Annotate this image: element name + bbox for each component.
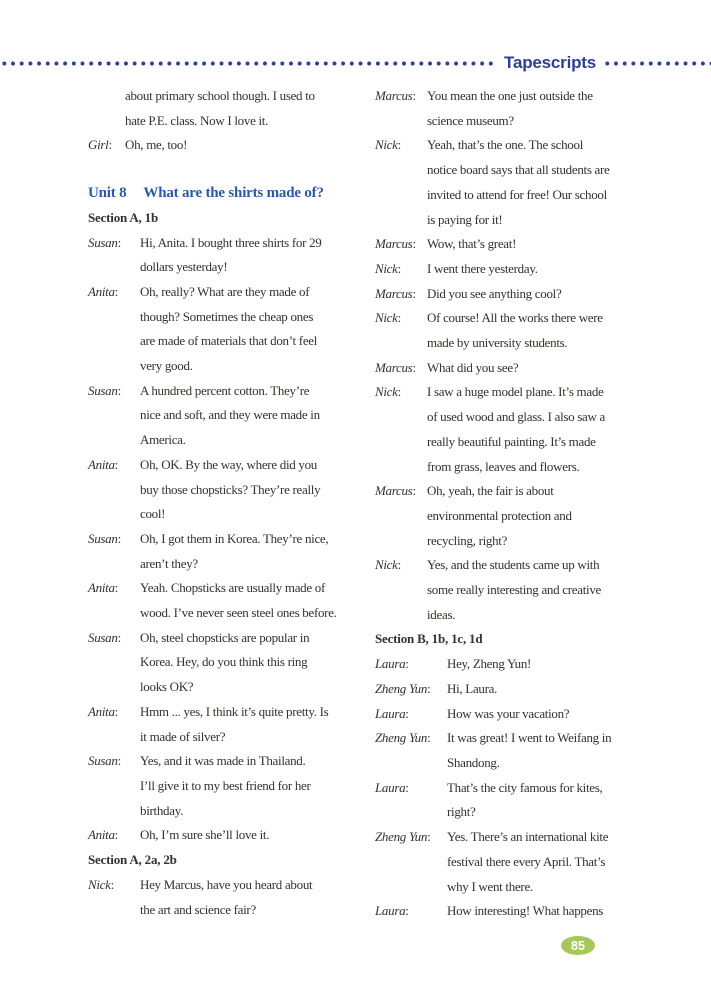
speaker-label: Anita: (88, 456, 118, 472)
speaker-label: Laura: (375, 656, 409, 672)
speaker-name: Marcus (375, 88, 413, 103)
speaker-name: Susan (88, 753, 118, 769)
speaker-name: Anita (88, 827, 115, 843)
dialogue-row (88, 133, 355, 158)
dialogue-text (447, 825, 642, 899)
dialogue-line: from grass, leaves and flowers. (427, 458, 580, 474)
dialogue-text (427, 282, 642, 307)
speaker-label: Nick: (375, 557, 401, 573)
dialogue-line: Hmm ... yes, I think it’s quite pretty. Is (140, 703, 329, 719)
dialogue-text (427, 257, 642, 282)
dialogue-line: recycling, right? (427, 532, 508, 548)
dialogue-text (140, 379, 355, 453)
dialogue-line: though? Sometimes the cheap ones (140, 308, 314, 324)
dialogue-line: Oh, I’m sure she’ll love it. (140, 827, 270, 843)
dialogue-line: wood. I’ve never seen steel ones before. (140, 605, 337, 621)
page-header (0, 52, 711, 74)
dialogue-line: is paying for it! (427, 211, 503, 227)
speaker-label: Zheng Yun: (375, 829, 431, 845)
dialogue-text (447, 677, 642, 702)
section-heading: Section B, 1b, 1c, 1d (375, 631, 483, 647)
dialogue-row (88, 823, 355, 848)
dotted-rule-left (0, 60, 497, 67)
dialogue-text (140, 823, 355, 848)
dialogue-row (375, 356, 642, 381)
section-heading: Section A, 2a, 2b (88, 852, 177, 868)
dialogue-row (375, 133, 642, 232)
dialogue-text (447, 726, 642, 775)
speaker-label: Anita: (88, 283, 118, 299)
speaker-name: Marcus (375, 483, 413, 499)
unit-title: What are the shirts made of? (143, 185, 324, 202)
speaker-label: Marcus: (375, 359, 416, 375)
dialogue-text (125, 84, 355, 133)
dialogue-line: It was great! I went to Weifang in (447, 730, 612, 746)
dialogue-line: really beautiful painting. It’s made (427, 433, 596, 449)
dialogue-row (375, 380, 642, 479)
speaker-label: Susan: (88, 629, 121, 645)
dialogue-row (88, 749, 355, 823)
dialogue-row (375, 232, 642, 257)
speaker-label: Marcus: (375, 285, 416, 301)
dialogue-line: I saw a huge model plane. It’s made (427, 384, 604, 400)
speaker-name: Marcus (375, 359, 413, 375)
dialogue-text (427, 232, 642, 257)
dialogue-row (88, 626, 355, 700)
dialogue-line: Yeah. Chopsticks are usually made of (140, 580, 326, 596)
dialogue-row (88, 576, 355, 625)
dialogue-line: Hey, Zheng Yun! (447, 656, 532, 672)
dialogue-text (427, 479, 642, 553)
dialogue-line: You mean the one just outside the (427, 88, 593, 103)
dialogue-line: A hundred percent cotton. They’re (140, 382, 310, 398)
dialogue-text (140, 626, 355, 700)
speaker-label: Susan: (88, 382, 121, 398)
dialogue-line: I went there yesterday. (427, 260, 538, 276)
speaker-name: Zheng Yun (375, 730, 428, 746)
dialogue-line: dollars yesterday! (140, 259, 228, 275)
speaker-label: Laura: (375, 903, 409, 919)
dialogue-row (88, 231, 355, 280)
dialogue-line: What did you see? (427, 359, 519, 375)
speaker-name: Laura (375, 779, 406, 795)
dialogue-row (375, 776, 642, 825)
dialogue-line: Hi, Anita. I bought three shirts for 29 (140, 234, 322, 250)
dialogue-line: science museum? (427, 112, 514, 128)
speaker-name: Nick (88, 876, 111, 892)
speaker-label: Anita: (88, 703, 118, 719)
dialogue-row (375, 306, 642, 355)
dialogue-line: Hi, Laura. (447, 680, 498, 696)
dialogue-line: made by university students. (427, 335, 568, 351)
dialogue-text (125, 133, 355, 158)
speaker-label: Zheng Yun: (375, 730, 431, 746)
dialogue-text (140, 749, 355, 823)
two-column-body (88, 84, 711, 924)
dialogue-line: Oh, me, too! (125, 137, 188, 153)
dialogue-row (375, 677, 642, 702)
dialogue-line: Oh, steel chopsticks are popular in (140, 629, 310, 645)
dialogue-line: about primary school though. I used to (125, 88, 315, 103)
speaker-name: Marcus (375, 236, 413, 252)
dialogue-line: the art and science fair? (140, 901, 256, 917)
dialogue-line: Hey Marcus, have you heard about (140, 876, 313, 892)
speaker-label: Nick: (88, 876, 114, 892)
speaker-label: Susan: (88, 753, 121, 769)
dialogue-line: That’s the city famous for kites, (447, 779, 603, 795)
dialogue-text (427, 553, 642, 627)
speaker-label: Nick: (375, 310, 401, 326)
dialogue-text (140, 280, 355, 379)
column-left (88, 84, 355, 924)
dialogue-text (140, 231, 355, 280)
page-number-badge: 85 (561, 936, 595, 955)
speaker-label: Susan: (88, 530, 121, 546)
dialogue-text (140, 873, 355, 922)
speaker-label: Laura: (375, 705, 409, 721)
dialogue-line: cool! (140, 506, 166, 522)
dialogue-row (88, 873, 355, 922)
page-title: Tapescripts (504, 53, 596, 72)
dialogue-text (447, 899, 642, 924)
dialogue-line: environmental protection and (427, 507, 572, 523)
dialogue-line: right? (447, 804, 476, 820)
speaker-name: Anita (88, 580, 115, 596)
dialogue-row (375, 825, 642, 899)
speaker-label: Nick: (375, 137, 401, 153)
dialogue-text (427, 306, 642, 355)
speaker-name: Zheng Yun (375, 829, 428, 845)
dotted-rule-right (603, 60, 711, 67)
speaker-name: Laura (375, 656, 406, 672)
speaker-name: Anita (88, 703, 115, 719)
dialogue-line: Oh, OK. By the way, where did you (140, 456, 318, 472)
dialogue-row (375, 899, 642, 924)
speaker-label: Laura: (375, 779, 409, 795)
dialogue-row (375, 84, 642, 133)
dialogue-line: Oh, I got them in Korea. They’re nice, (140, 530, 329, 546)
dialogue-line: ideas. (427, 606, 456, 622)
dialogue-line: birthday. (140, 802, 184, 818)
dialogue-row (88, 280, 355, 379)
dialogue-text (447, 652, 642, 677)
dialogue-line: very good. (140, 358, 193, 374)
dialogue-line: Yes. There’s an international kite (447, 829, 609, 845)
speaker-name: Nick (375, 557, 398, 573)
dialogue-row (88, 379, 355, 453)
dialogue-row (88, 700, 355, 749)
dialogue-line: hate P.E. class. Now I love it. (125, 112, 269, 128)
speaker-label: Marcus: (375, 236, 416, 252)
speaker-name: Laura (375, 903, 406, 919)
dialogue-line: Yes, and the students came up with (427, 557, 600, 573)
dialogue-line: Yes, and it was made in Thailand. (140, 753, 306, 769)
dialogue-line: some really interesting and creative (427, 582, 602, 598)
dialogue-line: are made of materials that don’t feel (140, 333, 318, 349)
speaker-name: Anita (88, 456, 115, 472)
dialogue-line: America. (140, 432, 186, 448)
dialogue-line: How was your vacation? (447, 705, 570, 721)
dialogue-line: Shandong. (447, 754, 500, 770)
section-heading: Section A, 1b (88, 209, 158, 225)
dialogue-line: notice board says that all students are (427, 162, 610, 178)
dialogue-text (447, 776, 642, 825)
speaker-name: Laura (375, 705, 406, 721)
speaker-label: Marcus: (375, 88, 416, 103)
dialogue-text (140, 576, 355, 625)
speaker-name: Marcus (375, 285, 413, 301)
dialogue-line: invited to attend for free! Our school (427, 186, 607, 202)
dialogue-text (427, 84, 642, 133)
speaker-label: Nick: (375, 260, 401, 276)
dialogue-row (375, 553, 642, 627)
dialogue-line: festival there every April. That’s (447, 853, 606, 869)
dialogue-line: nice and soft, and they were made in (140, 407, 320, 423)
dialogue-text (427, 380, 642, 479)
speaker-name: Nick (375, 310, 398, 326)
dialogue-line: of used wood and glass. I also saw a (427, 409, 606, 425)
speaker-label: Anita: (88, 580, 118, 596)
dialogue-line: buy those chopsticks? They’re really (140, 481, 321, 497)
dialogue-line: looks OK? (140, 679, 194, 695)
dialogue-row (88, 84, 355, 133)
speaker-name: Anita (88, 283, 115, 299)
speaker-name: Nick (375, 384, 398, 400)
dialogue-text (427, 356, 642, 381)
dialogue-line: aren’t they? (140, 555, 198, 571)
speaker-label: Girl: (88, 137, 112, 153)
dialogue-line: Oh, really? What are they made of (140, 283, 310, 299)
dialogue-line: Oh, yeah, the fair is about (427, 483, 554, 499)
dialogue-line: How interesting! What happens (447, 903, 604, 919)
dialogue-line: Korea. Hey, do you think this ring (140, 654, 308, 670)
dialogue-line: Wow, that’s great! (427, 236, 517, 252)
dialogue-row (375, 702, 642, 727)
unit-number: Unit 8 (88, 185, 127, 202)
column-right (375, 84, 642, 924)
dialogue-text (140, 453, 355, 527)
dialogue-text (140, 527, 355, 576)
speaker-name: Girl (88, 137, 109, 153)
dialogue-row (375, 652, 642, 677)
dialogue-line: I’ll give it to my best friend for her (140, 777, 311, 793)
dialogue-text (140, 700, 355, 749)
dialogue-line: Of course! All the works there were (427, 310, 603, 326)
speaker-name: Susan (88, 629, 118, 645)
dialogue-line: it made of silver? (140, 728, 226, 744)
speaker-label: Nick: (375, 384, 401, 400)
dialogue-row (375, 726, 642, 775)
speaker-name: Susan (88, 234, 118, 250)
unit-heading (88, 181, 355, 206)
speaker-label: Anita: (88, 827, 118, 843)
speaker-name: Nick (375, 260, 398, 276)
speaker-label: Marcus: (375, 483, 416, 499)
dialogue-line: Did you see anything cool? (427, 285, 562, 301)
speaker-name: Susan (88, 382, 118, 398)
dialogue-line: Yeah, that’s the one. The school (427, 137, 584, 153)
speaker-name: Zheng Yun (375, 680, 428, 696)
dialogue-row (88, 453, 355, 527)
speaker-name: Susan (88, 530, 118, 546)
speaker-label: Susan: (88, 234, 121, 250)
speaker-label: Zheng Yun: (375, 680, 431, 696)
dialogue-line: why I went there. (447, 878, 533, 894)
dialogue-row (375, 479, 642, 553)
dialogue-text (427, 133, 642, 232)
dialogue-row (88, 527, 355, 576)
speaker-name: Nick (375, 137, 398, 153)
dialogue-text (447, 702, 642, 727)
dialogue-row (375, 282, 642, 307)
dialogue-row (375, 257, 642, 282)
